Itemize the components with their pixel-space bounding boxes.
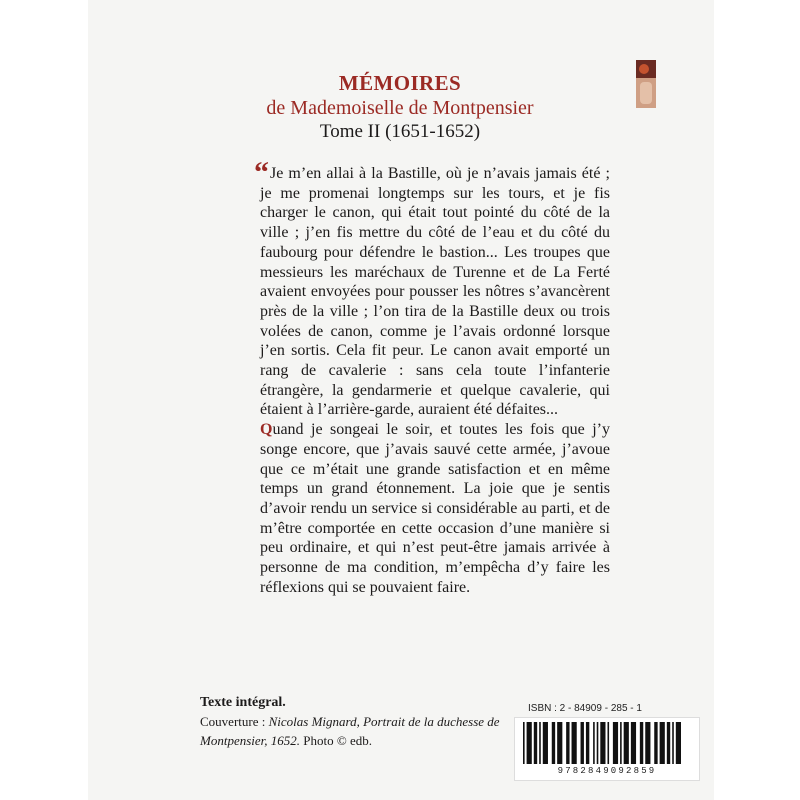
barcode	[514, 717, 700, 781]
drop-initial: Q	[260, 421, 273, 439]
barcode-bar	[613, 722, 618, 764]
barcode-bar	[534, 722, 537, 764]
barcode-bar	[566, 722, 569, 764]
barcode-bar	[527, 722, 532, 764]
barcode-bar	[660, 722, 665, 764]
barcode-bar	[593, 722, 595, 764]
edition-note: Texte intégral.	[200, 695, 286, 710]
barcode-bar	[676, 722, 681, 764]
barcode-bar	[624, 722, 629, 764]
cover-credit	[200, 712, 500, 750]
quote-paragraph-2-text: uand je songeai le soir, et toutes les fois que j’y songe encore, que j’avais sauvé cette armée, j’avoue que ce m’était une grande satisfaction et en même temps un grand étonnement. La joie que je sentis d’avoir rendu un service si considérable au parti, et de m’être comportée en cette occasion d’une manière si peu ordinaire, et qui n’est peut-être jamais arrivée à personne de ma condition, m’empêcha d’y faire les réflexions qui se pouvaient faire.	[260, 421, 610, 596]
opening-quote-mark: “	[254, 156, 269, 189]
header	[0, 70, 800, 144]
barcode-bar	[523, 722, 525, 764]
isbn-label: ISBN : 2 - 84909 - 285 - 1	[528, 703, 642, 714]
cover-credit-work: Nicolas Mignard, Portrait de la duchesse de Montpensier, 1652.	[200, 714, 500, 748]
barcode-bar	[557, 722, 562, 764]
barcode-bar	[552, 722, 555, 764]
book-title: MÉMOIRES	[338, 71, 462, 95]
barcode-bar	[654, 722, 657, 764]
photo-credit-label: Photo ©	[303, 733, 347, 748]
barcode-bar	[620, 722, 622, 764]
barcode-bar	[597, 722, 599, 764]
barcode-bar	[539, 722, 541, 764]
quote-paragraph-1-text: Je m’en allai à la Bastille, où je n’avais jamais été ; je me promenai longtemps sur les tours, et je fis charger le canon, qui était tout pointé du côté de la ville ; j’en fis mettre du côté de l’eau et du côté du faubourg pour défendre le bastion... Les troupes que messieurs les maréchaux de Turenne et de La Ferté avaient envoyées pour pousser les nôtres s’avancèrent près de la ville ; l’on tira de la Bastille deux ou trois volées de canon, comme je l’avais ordonné lorsque j’en sortis. Cela fit peur. Le canon avait emporté un rang de cavalerie : sans cela toute l’infanterie étrangère, la gendarmerie et quelque cavalerie, qui étaient à l’arrière-garde, auraient été défaites...	[260, 165, 610, 419]
barcode-bar	[543, 722, 548, 764]
barcode-bar	[672, 722, 674, 764]
barcode-bar	[607, 722, 609, 764]
barcode-bar	[600, 722, 605, 764]
barcode-bar	[631, 722, 636, 764]
quote-paragraph-2	[260, 420, 610, 597]
quote-paragraph-1	[260, 164, 610, 420]
barcode-bar	[645, 722, 650, 764]
photo-credit-name: edb.	[350, 733, 373, 748]
cover-credit-label: Couverture :	[200, 714, 266, 729]
barcode-number: 9782849092859	[557, 766, 657, 776]
barcode-bars	[521, 722, 693, 764]
quote-block	[254, 156, 610, 597]
barcode-bar	[572, 722, 577, 764]
barcode-bar	[640, 722, 643, 764]
book-subtitle: de Mademoiselle de Montpensier	[266, 97, 534, 119]
barcode-bar	[586, 722, 589, 764]
volume-label: Tome II (1651-1652)	[319, 121, 481, 142]
barcode-bar	[581, 722, 584, 764]
barcode-bar	[667, 722, 670, 764]
credits-block	[200, 693, 500, 750]
